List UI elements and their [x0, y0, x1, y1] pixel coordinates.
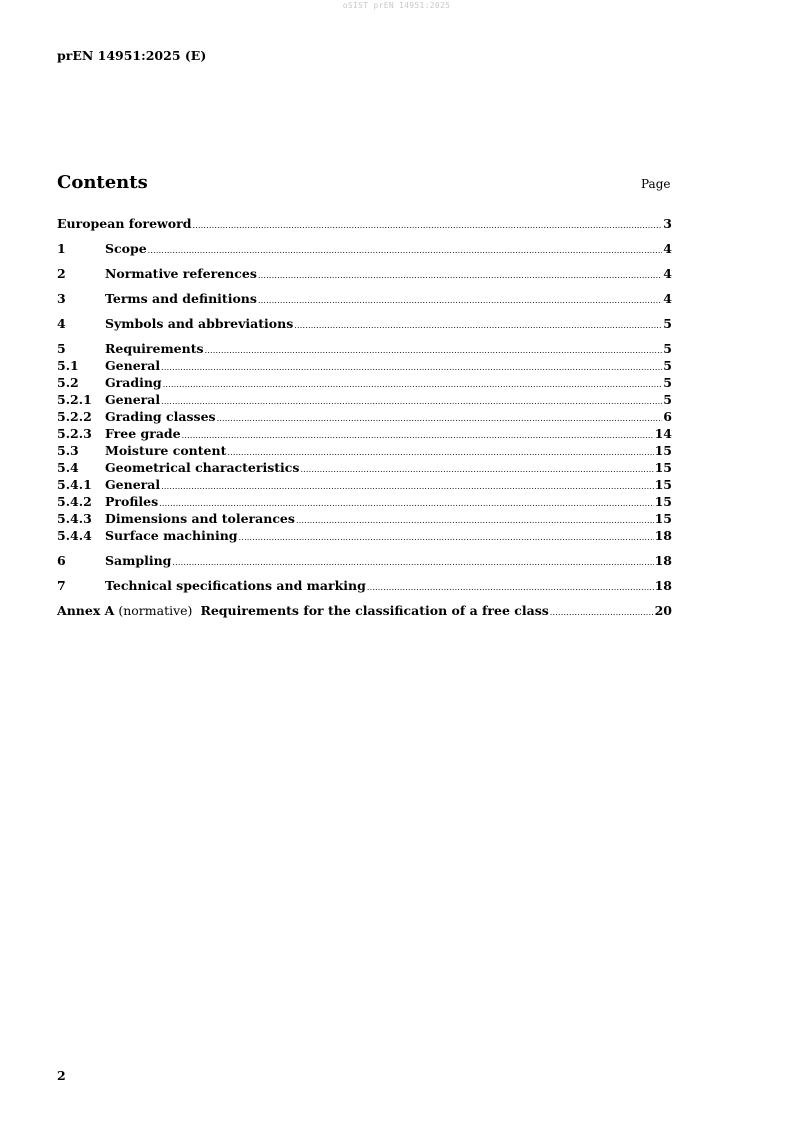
toc-leader: [163, 376, 663, 393]
contents-title: Contents: [57, 172, 148, 193]
toc-entry-title: Requirements: [105, 341, 204, 356]
toc-entry-page: 20: [654, 603, 672, 618]
toc-entry-title: European foreword: [57, 216, 192, 231]
toc-entry-title: Grading: [105, 375, 162, 390]
toc-entry[interactable]: [57, 265, 672, 282]
toc-entry-number: 7: [57, 578, 66, 593]
toc-entry-title: Grading classes: [105, 409, 216, 424]
table-of-contents: [57, 215, 672, 619]
toc-entry[interactable]: [57, 442, 672, 459]
toc-leader: [239, 529, 654, 546]
toc-entry-page: 15: [654, 494, 672, 509]
toc-entry[interactable]: [57, 510, 672, 527]
toc-leader: [550, 604, 654, 621]
toc-entry[interactable]: [57, 357, 672, 374]
toc-entry-number: 5.2.2: [57, 409, 92, 424]
toc-leader: [182, 427, 654, 444]
toc-entry[interactable]: [57, 459, 672, 476]
toc-entry-page: 15: [654, 511, 672, 526]
toc-entry-page: 18: [654, 553, 672, 568]
toc-entry-page: 15: [654, 477, 672, 492]
toc-entry-number: 4: [57, 316, 66, 331]
toc-entry-page: 5: [663, 392, 672, 407]
toc-entry[interactable]: [57, 527, 672, 544]
toc-entry-page: 4: [663, 266, 672, 281]
toc-entry[interactable]: [57, 391, 672, 408]
annex-title: Requirements for the classification of a free class: [200, 603, 549, 618]
toc-entry[interactable]: [57, 340, 672, 357]
toc-entry[interactable]: [57, 315, 672, 332]
toc-entry-number: 2: [57, 266, 66, 281]
toc-entry-number: 5.2.3: [57, 426, 92, 441]
toc-entry-number: 1: [57, 241, 66, 256]
page-number: 2: [57, 1068, 66, 1083]
toc-entry-number: 5.4.2: [57, 494, 92, 509]
toc-leader: [294, 317, 662, 334]
toc-entry-page: 4: [663, 291, 672, 306]
toc-entry[interactable]: [57, 408, 672, 425]
toc-entry-page: 15: [654, 443, 672, 458]
toc-entry-foreword[interactable]: [57, 215, 672, 232]
toc-entry-number: 5.4: [57, 460, 79, 475]
toc-leader: [148, 242, 663, 259]
toc-entry-number: 5.2.1: [57, 392, 92, 407]
toc-leader: [300, 461, 653, 478]
annex-type: (normative): [118, 603, 193, 618]
toc-entry-title: Free grade: [105, 426, 181, 441]
toc-entry[interactable]: [57, 476, 672, 493]
toc-entry-title: Normative references: [105, 266, 257, 281]
page-column-label: Page: [641, 177, 671, 191]
toc-leader: [367, 579, 654, 596]
toc-entry-page: 18: [654, 578, 672, 593]
toc-entry-number: 5.2: [57, 375, 79, 390]
toc-entry-title: Moisture content: [105, 443, 227, 458]
toc-entry-title: Surface machining: [105, 528, 238, 543]
toc-entry[interactable]: [57, 240, 672, 257]
toc-entry-page: 4: [663, 241, 672, 256]
toc-entry-page: 15: [654, 460, 672, 475]
toc-entry-title: General: [105, 358, 161, 373]
toc-entry-number: 5.4.1: [57, 477, 92, 492]
toc-leader: [258, 292, 662, 309]
toc-entry-page: 14: [654, 426, 672, 441]
toc-leader: [217, 410, 663, 427]
toc-leader: [205, 342, 663, 359]
toc-leader: [161, 478, 653, 495]
toc-entry-number: 3: [57, 291, 66, 306]
document-id: prEN 14951:2025 (E): [57, 48, 207, 63]
toc-entry[interactable]: [57, 552, 672, 569]
toc-entry[interactable]: [57, 374, 672, 391]
toc-entry-title: Symbols and abbreviations: [105, 316, 294, 331]
toc-entry-page: 5: [663, 316, 672, 331]
toc-leader: [192, 217, 662, 234]
toc-entry-number: 6: [57, 553, 66, 568]
toc-leader: [296, 512, 654, 529]
toc-entry-title: General: [105, 392, 161, 407]
toc-entry-number: 5.4.4: [57, 528, 92, 543]
toc-entry-page: 18: [654, 528, 672, 543]
toc-entry-title: Profiles: [105, 494, 159, 509]
toc-entry-title: Technical specifications and marking: [105, 578, 366, 593]
toc-entry[interactable]: [57, 493, 672, 510]
toc-entry-page: 3: [663, 216, 672, 231]
toc-entry-title: General: [105, 477, 161, 492]
toc-leader: [172, 554, 653, 571]
watermark: oSIST prEN 14951:2025: [342, 1, 451, 10]
toc-entry-page: 5: [663, 375, 672, 390]
toc-entry-number: 5.4.3: [57, 511, 92, 526]
toc-entry-title: Scope: [105, 241, 147, 256]
toc-entry[interactable]: [57, 425, 672, 442]
toc-entry-page: 6: [663, 409, 672, 424]
toc-entry[interactable]: [57, 290, 672, 307]
toc-leader: [258, 267, 662, 284]
toc-entry[interactable]: [57, 577, 672, 594]
toc-entry-annex-a[interactable]: [57, 602, 672, 619]
toc-entry-title: Dimensions and tolerances: [105, 511, 295, 526]
annex-label: Annex A: [57, 603, 115, 618]
toc-entry-page: 5: [663, 341, 672, 356]
toc-entry-number: 5: [57, 341, 66, 356]
toc-entry-title: Sampling: [105, 553, 172, 568]
toc-entry-number: 5.3: [57, 443, 79, 458]
toc-entry-title: Terms and definitions: [105, 291, 257, 306]
toc-leader: [161, 359, 662, 376]
toc-entry-title: Geometrical characteristics: [105, 460, 300, 475]
toc-entry-page: 5: [663, 358, 672, 373]
toc-leader: [161, 393, 662, 410]
toc-entry-number: 5.1: [57, 358, 79, 373]
